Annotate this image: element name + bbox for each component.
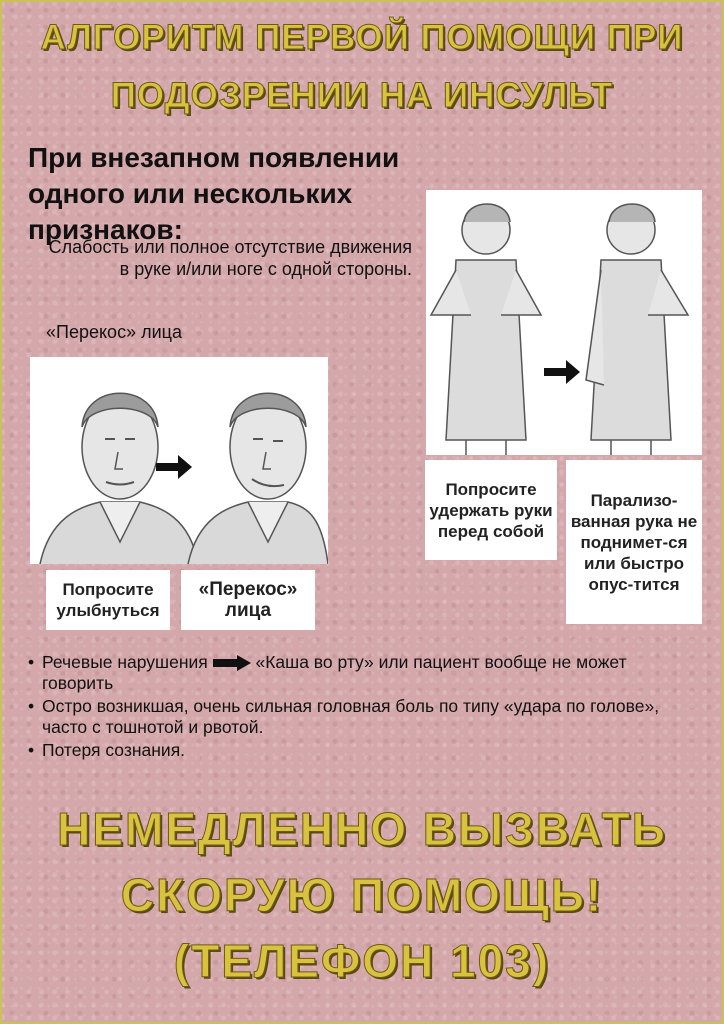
call-line-1: НЕМЕДЛЕННО ВЫЗВАТЬ — [57, 803, 667, 855]
symptom-list — [28, 652, 700, 763]
arrow-icon — [544, 360, 580, 384]
arms-illustration — [426, 190, 702, 455]
caption-smile: Попросите улыбнуться — [46, 570, 170, 630]
man-drooping-face — [188, 393, 328, 564]
face-illustration — [30, 357, 328, 564]
call-phone: (ТЕЛЕФОН 103) — [173, 935, 551, 987]
bullet-speech — [28, 652, 700, 694]
arrow-icon — [213, 655, 251, 671]
caption-arm-drop: Парализо-ванная рука не поднимет-ся или быстро опус-тится — [566, 460, 702, 624]
woman-arms-raised — [431, 204, 541, 455]
caption-hold-arms: Попросите удержать руки перед собой — [425, 460, 557, 560]
bullet-headache: • Остро возникшая, очень сильная головная боль по типу «удара по голове», часто с тошнотой и рвотой. — [28, 696, 700, 738]
speech-suffix: «Каша во рту» или пациент вообще не может говорить — [42, 652, 627, 693]
call-line-2: СКОРУЮ ПОМОЩЬ! — [120, 869, 604, 921]
arrow-icon — [156, 455, 192, 479]
caption-face-droop: «Перекос» лица — [181, 570, 315, 630]
symptom-weakness: Слабость или полное отсутствие движения в руке и/или ноге с одной стороны. — [48, 237, 412, 279]
symptom-face-label: «Перекос» лица — [46, 322, 182, 342]
bullet-consciousness: • Потеря сознания. — [28, 740, 700, 761]
intro-text: При внезапном появлении одного или нескольких признаков: — [28, 142, 400, 245]
man-normal-face — [40, 393, 198, 564]
woman-arm-drops — [586, 204, 688, 455]
speech-prefix: Речевые нарушения — [42, 652, 208, 672]
title-line-1: АЛГОРИТМ ПЕРВОЙ ПОМОЩИ ПРИ — [40, 18, 684, 57]
title-line-2: ПОДОЗРЕНИИ НА ИНСУЛЬТ — [110, 76, 614, 115]
